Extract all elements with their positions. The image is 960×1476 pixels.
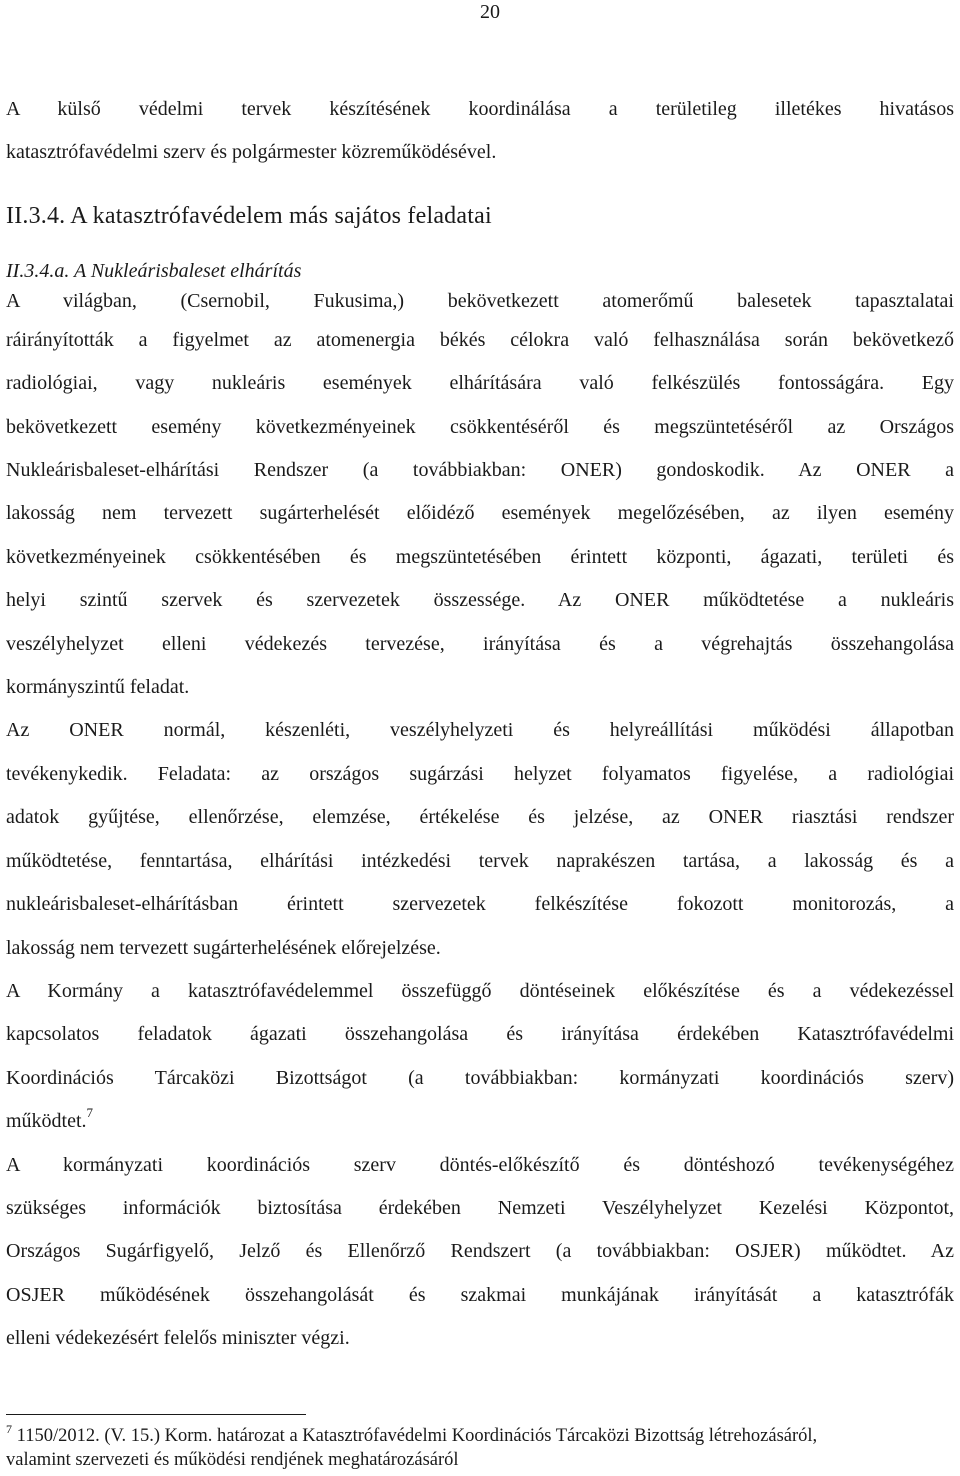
intro-line-2: katasztrófavédelmi szerv és polgármester közreműködésével.	[6, 141, 497, 164]
paragraph-4	[6, 1144, 954, 1361]
text-line: következményeinek csökkentésében és megszüntetésében érintett központi, ágazati, területi és	[6, 545, 954, 568]
text-line: Koordinációs Tárcaközi Bizottságot (a továbbiakban: kormányzati koordinációs szerv)	[6, 1066, 954, 1089]
subsection-number: II.3.4.a.	[6, 259, 70, 282]
text-line: kapcsolatos feladatok ágazati összehangolása és irányítása érdekében Katasztrófavédelmi	[6, 1023, 954, 1046]
footnote-separator	[6, 1414, 306, 1415]
text-line: helyi szintű szervek és szervezetek összessége. Az ONER működtetése a nukleáris	[6, 589, 954, 612]
paragraph-2	[6, 709, 954, 969]
text-line: Az ONER normál, készenléti, veszélyhelyzeti és helyreállítási működési állapotban	[6, 719, 954, 742]
page-number: 20	[480, 1, 500, 23]
text-line: kormányszintű feladat.	[6, 676, 190, 699]
text-line: A kormányzati koordinációs szerv döntés-előkészítő és döntéshozó tevékenységéhez	[6, 1153, 954, 1176]
text-line: nukleárisbaleset-elhárításban érintett szervezetek felkészítése fokozott monitorozás, a	[6, 893, 954, 916]
footnote	[6, 1424, 954, 1472]
text-line: A világban, (Csernobil, Fukusima,) bekövetkezett atomerőmű balesetek tapasztalatai	[6, 289, 954, 312]
text-line	[6, 1100, 954, 1143]
subsection-heading	[6, 259, 954, 283]
section-heading: II.3.4. A katasztrófavédelem más sajátos feladatai	[6, 202, 492, 229]
text-line: lakosság nem tervezett sugárterhelését előidéző események megelőzésében, az ilyen esemény	[6, 502, 954, 525]
text-line: lakosság nem tervezett sugárterhelésének előrejelzése.	[6, 936, 441, 959]
footnote-line-2: valamint szervezeti és működési rendjének meghatározásáról	[6, 1450, 459, 1470]
intro-line-1: A külső védelmi tervek készítésének koordinálása a területileg illetékes hivatásos	[6, 98, 954, 120]
text-line: Országos Sugárfigyelő, Jelző és Ellenőrző Rendszert (a továbbiakban: OSJER) működtet. Az	[6, 1240, 954, 1263]
text-line: tevékenykedik. Feladata: az országos sugárzási helyzet folyamatos figyelése, a radiológiai	[6, 762, 954, 785]
paragraph-3	[6, 970, 954, 1144]
footnote-text: 1150/2012. (V. 15.) Korm. határozat a Katasztrófavédelmi Koordinációs Tárcaközi Bizottság létrehozásáról,	[12, 1426, 818, 1446]
text-line: adatok gyűjtése, ellenőrzése, elemzése, értékelése és jelzése, az ONER riasztási rendszer	[6, 806, 954, 829]
text-line: veszélyhelyzet elleni védekezés tervezése, irányítása és a végrehajtás összehangolása	[6, 632, 954, 655]
text-span: működtet.	[6, 1110, 87, 1133]
text-line: ráirányították a figyelmet az atomenergia békés célokra való felhasználása során bekövetkező	[6, 328, 954, 351]
text-line: radiológiai, vagy nukleáris események elhárítására való felkészülés fontosságára. Egy	[6, 372, 954, 395]
text-line: A Kormány a katasztrófavédelemmel összefüggő döntéseinek előkészítése és a védekezéssel	[6, 979, 954, 1002]
page-body	[6, 88, 954, 1361]
text-line: bekövetkezett esemény következményeinek csökkentéséről és megszüntetéséről az Országos	[6, 415, 954, 438]
text-line: szükséges információk biztosítása érdekében Nemzeti Veszélyhelyzet Kezelési Központot,	[6, 1196, 954, 1219]
text-line: Nukleárisbaleset-elhárítási Rendszer (a továbbiakban: ONER) gondoskodik. Az ONER a	[6, 459, 954, 482]
text-line: OSJER működésének összehangolását és szakmai munkájának irányítását a katasztrófák	[6, 1283, 954, 1306]
footnote-reference[interactable]: 7	[86, 1105, 94, 1121]
paragraph-1	[6, 283, 954, 710]
text-line: működtetése, fenntartása, elhárítási intézkedési tervek naprakészen tartása, a lakosság és a	[6, 849, 954, 872]
text-line: elleni védekezésért felelős miniszter végzi.	[6, 1327, 350, 1350]
subsection-title: A Nukleárisbaleset elhárítás	[73, 259, 302, 282]
footnote-mark: 7	[6, 1422, 12, 1436]
footnote-line-1	[6, 1424, 954, 1448]
